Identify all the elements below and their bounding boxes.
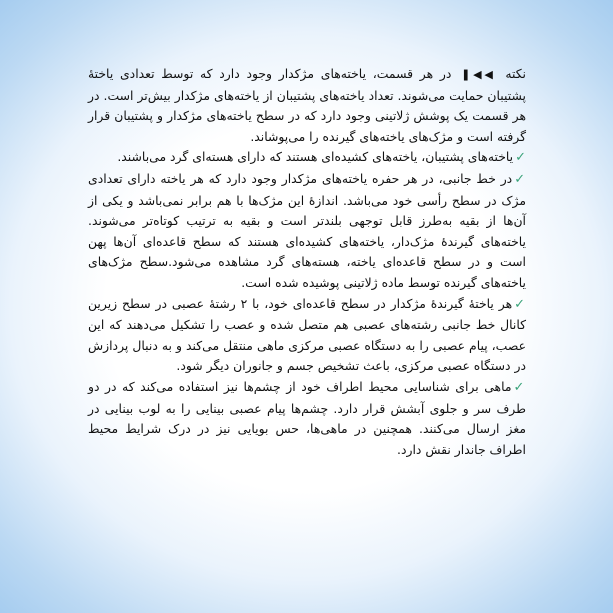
bullet-text: هر یاختۀ گیرندۀ مژکدار در سطح قاعده‌ای خود، با ۲ رشتۀ عصبی در سطح زیرین کانال خط جانبی رشته‌های عصبی هم متصل شده و عصب را تشکیل می‌دهند که این عصب، پیام عصبی را به دستگاه عصبی مرکزی ماهی منتقل می‌کند و به دنبال پردازش در دستگاه عصبی مرکزی، باعث تشخیص جسم و جانوران دیگر شود.	[88, 295, 526, 374]
bullet-text: در خط جانبی، در هر حفره یاخته‌های مژکدار وجود دارد که هر یاخته دارای تعدادی مژک در سطح رأسی خود می‌باشد. اندازۀ این مژک‌ها با هم برابر نمی‌باشد و یکی از آن‌ها از بقیه به‌طرز قابل توجهی بلندتر است و بقیه به ترتیب کوتاه‌تر می‌شوند. یاخته‌های گیرندۀ مژک‌دار، یاخته‌های کشیده‌ای هستند که سطح قاعده‌ای آن‌ها پهن است و در سطح قاعده‌ای یاخته، هسته‌های گرد مشاهده می‌شود.سطح مژک‌های یاخته‌های گیرنده توسط ماده ژلاتینی پوشیده شده است.	[88, 170, 526, 290]
note-text: در هر قسمت، یاخته‌های مژکدار وجود دارد که توسط تعدادی یاختۀ پشتیبان حمایت می‌شوند. تعداد یاخته‌های پشتیبان از یاخته‌های مژکدار بیش‌تر است. در هر قسمت یک پوشش ژلاتینی وجود دارد که در سطح یاخته‌های مژکدار و پشتیبان قرار گرفته است و مژک‌های یاخته‌های گیرنده را می‌پوشاند.	[88, 66, 526, 144]
note-paragraph	[88, 64, 526, 147]
bullet-item	[88, 169, 526, 294]
checkmark-icon: ✓	[513, 379, 526, 395]
bullet-text: یاخته‌های پشتیبان، یاخته‌های کشیده‌ای هستند که دارای هسته‌ای گرد می‌باشند.	[117, 149, 514, 165]
checkmark-icon: ✓	[514, 171, 526, 187]
note-lead: نکته	[505, 66, 526, 81]
bullet-item	[88, 147, 526, 169]
bullet-item	[88, 377, 526, 460]
bullet-item	[88, 294, 526, 377]
fast-backward-icon: ◀◀❚	[461, 68, 496, 81]
checkmark-icon: ✓	[514, 296, 526, 312]
bullet-text: ماهی برای شناسایی محیط اطراف خود از چشم‌ها نیز استفاده می‌کند که در دو طرف سر و جلوی آبشش قرار دارد. چشم‌ها پیام عصبی بینایی را به لوب بینایی در مغز ارسال می‌کنند. همچنین در ماهی‌ها، حس بویایی نیز در درک شرایط محیط اطراف جاندار نقش دارد.	[88, 378, 526, 457]
text-body	[88, 64, 526, 460]
checkmark-icon: ✓	[515, 150, 526, 166]
